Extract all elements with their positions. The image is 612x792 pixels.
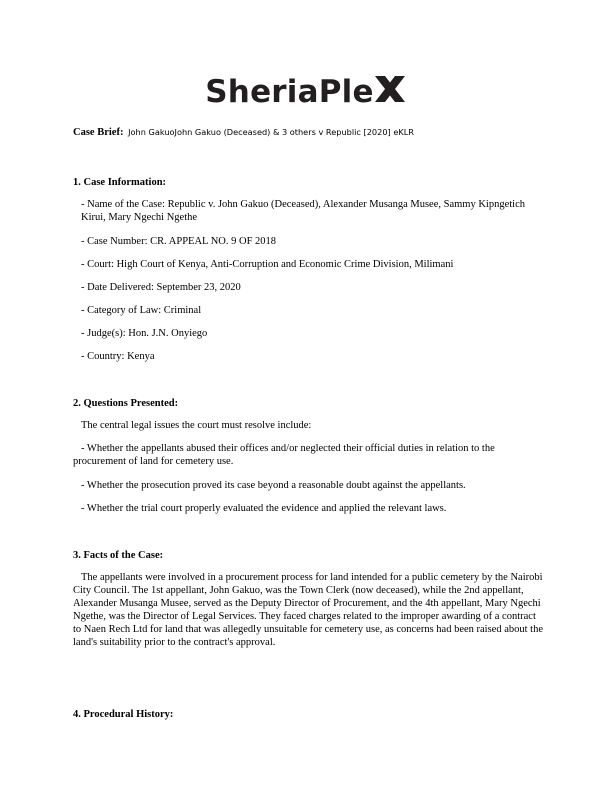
case-info-name: - Name of the Case: Republic v. John Gakuo (Deceased), Alexander Musanga Musee, Sammy Kipngetich Kirui, Mary Ngechi Ngethe [81,199,525,223]
case-info-judges: - Judge(s): Hon. J.N. Onyiego [81,328,208,339]
section-heading-questions-presented: 2. Questions Presented: [73,398,179,409]
case-brief-label: Case Brief: [73,127,124,138]
logo-x-mark-icon [373,74,407,109]
case-brief-line [73,127,414,138]
logo-wordmark: SheriaPle [205,74,374,110]
sheriaplex-logo [0,74,612,118]
question-item: - Whether the appellants abused their offices and/or neglected their official duties in relation to the procurement of land for cemetery use. [73,443,495,467]
section-heading-case-information: 1. Case Information: [73,177,167,188]
case-info-category: - Category of Law: Criminal [81,305,202,316]
questions-intro: The central legal issues the court must resolve include: [81,420,312,431]
case-info-date: - Date Delivered: September 23, 2020 [81,282,241,293]
case-brief-title: John GakuoJohn Gakuo (Deceased) & 3 others v Republic [2020] eKLR [128,127,414,137]
facts-body: The appellants were involved in a procurement process for land intended for a public cemetery by the Nairobi City Council. The 1st appellant, John Gakuo, was the Town Clerk (now deceased), while the 2nd appellant, Alexander Musanga Musee, served as the Deputy Director of Procurement, and the 4th appellant, Mary Ngechi Ngethe, was the Director of Legal Services. They faced charges related to the improper awarding of a contract to Naen Rech Ltd for land that was allegedly unsuitable for cemetery use, as concerns had been raised about the land's suitability prior to the contract's approval. [73,572,543,648]
section-heading-procedural-history: 4. Procedural History: [73,709,174,720]
case-info-court: - Court: High Court of Kenya, Anti-Corruption and Economic Crime Division, Milimani [81,259,454,270]
question-item: - Whether the trial court properly evaluated the evidence and applied the relevant laws. [81,503,447,514]
case-info-country: - Country: Kenya [81,351,155,362]
case-info-number: - Case Number: CR. APPEAL NO. 9 OF 2018 [81,236,277,247]
question-item: - Whether the prosecution proved its case beyond a reasonable doubt against the appellants. [81,480,466,491]
section-heading-facts: 3. Facts of the Case: [73,550,164,561]
